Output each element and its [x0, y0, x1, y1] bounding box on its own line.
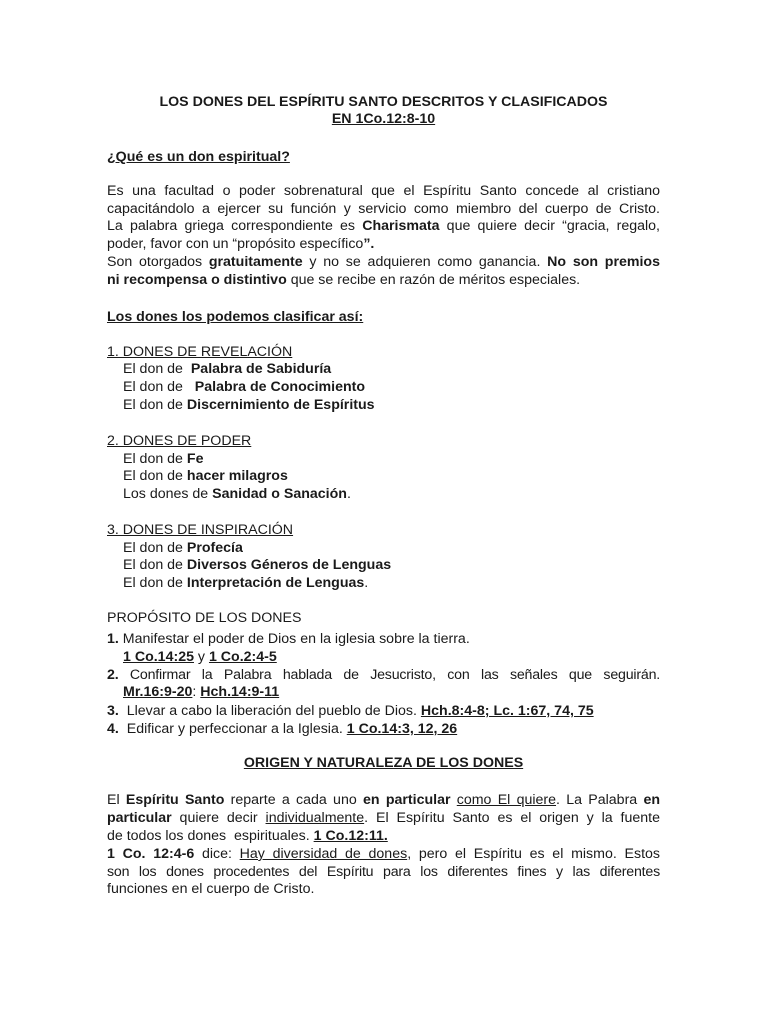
- text-span: individualmente: [265, 810, 365, 826]
- text-span: El don de: [123, 451, 187, 467]
- text-span: El don de: [123, 361, 191, 377]
- text-span: Espíritu Santo: [125, 792, 225, 808]
- definition-line-6: [107, 271, 580, 289]
- list-item: [123, 574, 368, 592]
- list-item: [123, 378, 365, 396]
- text-span: Profecía: [186, 540, 243, 556]
- text-span: Confirmar la Palabra hablada de Jesucristo, con las señales que seguirán.: [118, 667, 660, 683]
- text-span: El don de: [123, 468, 187, 484]
- text-span: gratuitamente: [208, 254, 303, 270]
- origin-heading-line: [107, 754, 660, 772]
- definition-line-5: [107, 253, 660, 271]
- list-item: [123, 396, 375, 414]
- text-span: Son otorgados: [107, 254, 209, 270]
- text-span: 3.: [107, 703, 119, 719]
- text-span: Edificar y perfeccionar a la Iglesia.: [118, 721, 347, 737]
- text-span: El don de: [123, 557, 187, 573]
- title-line-1: [107, 93, 660, 111]
- classify-heading: Los dones los podemos clasificar así:: [107, 309, 364, 325]
- text-span: Manifestar el poder de Dios en la iglesia sobre la tierra.: [118, 631, 470, 647]
- text-span: .: [346, 486, 351, 502]
- purpose-refs-1: [123, 648, 277, 666]
- text-span: hacer milagros: [186, 468, 288, 484]
- text-span: y: [193, 649, 209, 665]
- definition-line-3: [107, 217, 660, 235]
- text-span: La palabra griega correspondiente es: [107, 218, 363, 234]
- text-span: ”.: [363, 236, 375, 252]
- purpose-item-2: [107, 666, 660, 684]
- text-span: que se recibe en razón de méritos especiales.: [286, 272, 581, 288]
- title-text-2: EN 1Co.12:8-10: [331, 111, 436, 127]
- text-span: quiere decir: [171, 810, 266, 826]
- origin-line-1: [107, 791, 660, 809]
- text-span: en: [643, 792, 661, 808]
- title-line-2: [107, 110, 660, 128]
- text-span: . La Palabra: [556, 792, 644, 808]
- text-span: y no se adquieren como ganancia.: [302, 254, 548, 270]
- text-span: Fe: [186, 451, 204, 467]
- scripture-ref: 1 Co.12:11.: [313, 828, 388, 844]
- group-heading-revelacion: 1. DONES DE REVELACIÓN: [107, 344, 293, 360]
- group-heading-poder: 2. DONES DE PODER: [107, 433, 252, 449]
- origin-line-3: [107, 827, 388, 845]
- text-span: Llevar a cabo la liberación del pueblo de Dios.: [118, 703, 421, 719]
- definition-line-2: capacitándolo a ejercer su función y servicio como miembro del cuerpo de Cristo.: [107, 201, 660, 217]
- title-text-1: LOS DONES DEL ESPÍRITU SANTO DESCRITOS Y CLASIFICADOS: [159, 94, 608, 110]
- text-span: 4.: [107, 721, 119, 737]
- origin-line-4: [107, 845, 660, 863]
- text-span: poder, favor con un “propósito específico: [107, 236, 364, 252]
- text-span: Los dones de: [123, 486, 213, 502]
- text-span: El don de: [123, 379, 195, 395]
- text-span: particular: [107, 810, 172, 826]
- list-item: [123, 539, 243, 557]
- text-span: Palabra de Conocimiento: [194, 379, 366, 395]
- list-item: [123, 360, 331, 378]
- scripture-ref: Mr.16:9-20: [123, 684, 193, 700]
- group-heading-inspiracion: 3. DONES DE INSPIRACIÓN: [107, 522, 294, 538]
- purpose-item-1: [107, 630, 470, 648]
- text-span: .: [364, 575, 369, 591]
- text-span: ni recompensa o distintivo: [107, 272, 287, 288]
- list-item: [123, 485, 351, 503]
- text-span: reparte a cada uno: [224, 792, 363, 808]
- purpose-refs-2: [123, 683, 279, 701]
- text-span: de todos los dones espirituales.: [107, 828, 314, 844]
- text-span: :: [192, 684, 201, 700]
- purpose-item-4: [107, 720, 457, 738]
- list-item: [123, 450, 203, 468]
- purpose-heading: PROPÓSITO DE LOS DONES: [107, 610, 302, 626]
- scripture-ref: Hch.14:9-11: [200, 684, 280, 700]
- text-span: No son premios: [547, 254, 660, 270]
- text-span: Diversos Géneros de Lenguas: [186, 557, 392, 573]
- list-item: [123, 467, 288, 485]
- text-span: , pero el Espíritu es el mismo. Estos: [407, 846, 660, 862]
- text-span: como El quiere: [456, 792, 557, 808]
- text-span: . El Espíritu Santo es el origen y la fuente: [364, 810, 660, 826]
- charismata-term: Charismata: [362, 218, 440, 234]
- purpose-item-3: [107, 702, 594, 720]
- text-span: Hay diversidad de dones: [239, 846, 408, 862]
- text-span: 1.: [107, 631, 119, 647]
- scripture-ref: 1 Co.14:25: [123, 649, 194, 665]
- scripture-ref: 1 Co. 12:4-6: [107, 846, 195, 862]
- definition-line-1: Es una facultad o poder sobrenatural que el Espíritu Santo concede al cristiano: [107, 183, 660, 199]
- text-span: 2.: [107, 667, 119, 683]
- origin-line-6: funciones en el cuerpo de Cristo.: [107, 881, 315, 897]
- text-span: en particular: [363, 792, 451, 808]
- text-span: dice:: [194, 846, 240, 862]
- question-heading: ¿Qué es un don espiritual?: [107, 149, 290, 165]
- text-span: El don de: [123, 575, 187, 591]
- scripture-ref: Hch.8:4-8; Lc. 1:67, 74, 75: [420, 703, 594, 719]
- text-span: que quiere decir “gracia, regalo,: [439, 218, 660, 234]
- text-span: El: [107, 792, 126, 808]
- definition-line-4: [107, 235, 374, 253]
- list-item: [123, 556, 391, 574]
- origin-line-2: [107, 809, 660, 827]
- text-span: Sanidad o Sanación: [212, 486, 347, 502]
- scripture-ref: 1 Co.2:4-5: [208, 649, 277, 665]
- text-span: El don de: [123, 540, 187, 556]
- text-span: Palabra de Sabiduría: [190, 361, 332, 377]
- origin-heading: ORIGEN Y NATURALEZA DE LOS DONES: [243, 755, 524, 771]
- text-span: El don de: [123, 397, 187, 413]
- scripture-ref: 1 Co.14:3, 12, 26: [346, 721, 458, 737]
- origin-line-5: son los dones procedentes del Espíritu para los diferentes fines y las diferentes: [107, 864, 660, 880]
- text-span: Discernimiento de Espíritus: [186, 397, 375, 413]
- text-span: Interpretación de Lenguas: [186, 575, 365, 591]
